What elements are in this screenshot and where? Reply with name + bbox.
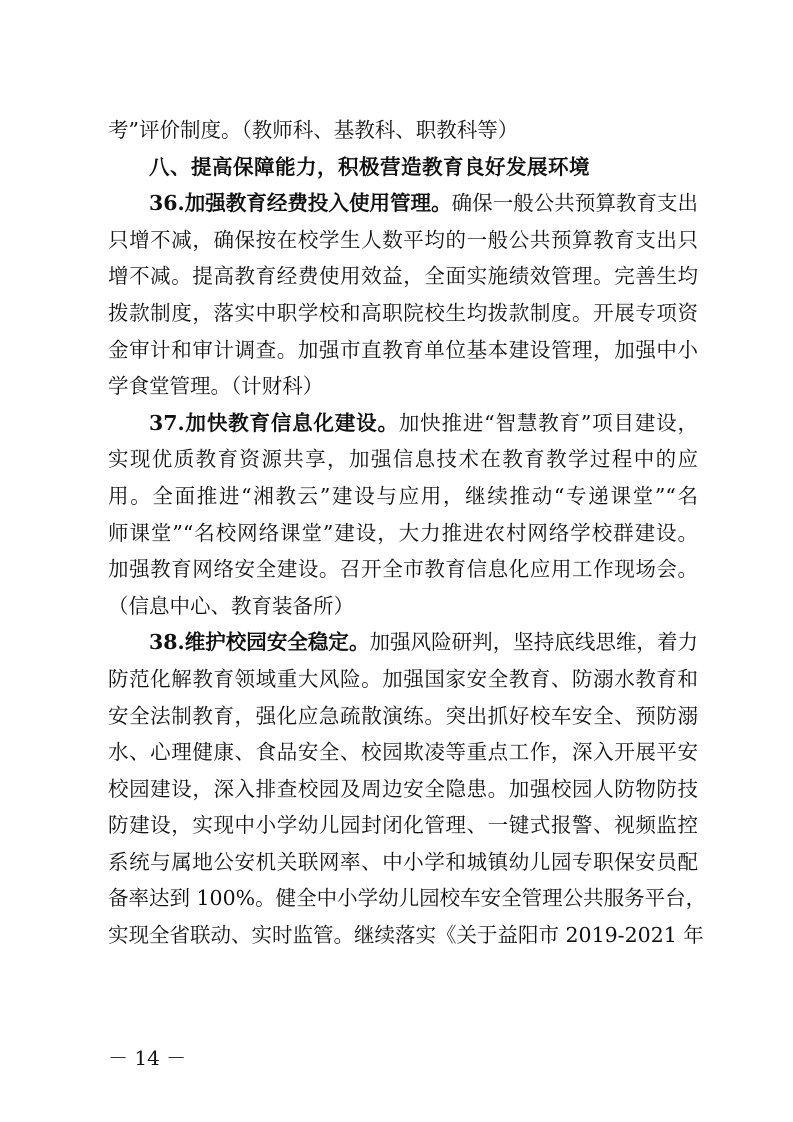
body-text-span: 加强风险研判，坚持底线思维，着力: [369, 630, 698, 655]
body-text-span: 加快推进“智慧教育”项目建设，: [398, 410, 698, 435]
body-text-span: 确保一般公共预算教育支出: [451, 191, 699, 216]
body-text-line: 金审计和审计调查。加强市直教育单位基本建设管理，加强中小: [108, 337, 698, 362]
body-text-line: 水、心理健康、食品安全、校园欺凌等重点工作，深入开展平安: [108, 740, 698, 765]
item-36-title: 36.加强教育经费投入使用管理。: [149, 191, 452, 216]
body-text-line: 防建设，实现中小学幼儿园封闭化管理、一键式报警、视频监控: [108, 813, 698, 838]
body-text-line: 实现优质教育资源共享，加强信息技术在教育教学过程中的应: [108, 447, 698, 472]
body-text-line: 只增不减，确保按在校学生人数平均的一般公共预算教育支出只: [108, 227, 698, 252]
section-heading: 八、提高保障能力，积极营造教育良好发展环境: [149, 154, 590, 179]
document-body: [108, 112, 707, 954]
body-text-line: 考”评价制度。（教师科、基教科、职教科等）: [108, 118, 519, 142]
body-text-line: 加强教育网络安全建设。召开全市教育信息化应用工作现场会。: [108, 557, 698, 582]
body-text-line: 系统与属地公安机关联网率、中小学和城镇幼儿园专职保安员配: [108, 849, 698, 874]
body-text-line: 用。全面推进“湘教云”建设与应用，继续推动“专递课堂”“名: [108, 483, 698, 508]
item-36-first-line: [108, 185, 698, 222]
body-text-line: 防范化解教育领域重大风险。加强国家安全教育、防溺水教育和: [108, 666, 698, 691]
body-text-line: 实现全省联动、实时监管。继续落实《关于益阳市 2019-2021 年: [108, 923, 704, 948]
item-38-title: 38.维护校园安全稳定。: [149, 630, 370, 655]
page-number: － 14 －: [108, 1046, 187, 1070]
body-text-line: 安全法制教育，强化应急疏散演练。突出抓好校车安全、预防溺: [108, 703, 698, 728]
item-38-first-line: [108, 624, 698, 661]
body-text-line: 拨款制度，落实中职学校和高职院校生均拨款制度。开展专项资: [108, 300, 698, 325]
body-text-line: 校园建设，深入排查校园及周边安全隐患。加强校园人防物防技: [108, 776, 698, 801]
item-37-title: 37.加快教育信息化建设。: [149, 410, 399, 435]
body-text-line: （信息中心、教育装备所）: [108, 593, 354, 618]
item-37-first-line: [108, 405, 698, 442]
body-text-line: 学食堂管理。（计财科）: [108, 374, 324, 399]
body-text-line: 备率达到 100%。健全中小学幼儿园校车安全管理公共服务平台，: [108, 886, 707, 911]
body-text-line: 增不减。提高教育经费使用效益，全面实施绩效管理。完善生均: [108, 264, 698, 289]
body-text-line: 师课堂”“名校网络课堂”建设，大力推进农村网络学校群建设。: [108, 520, 698, 545]
